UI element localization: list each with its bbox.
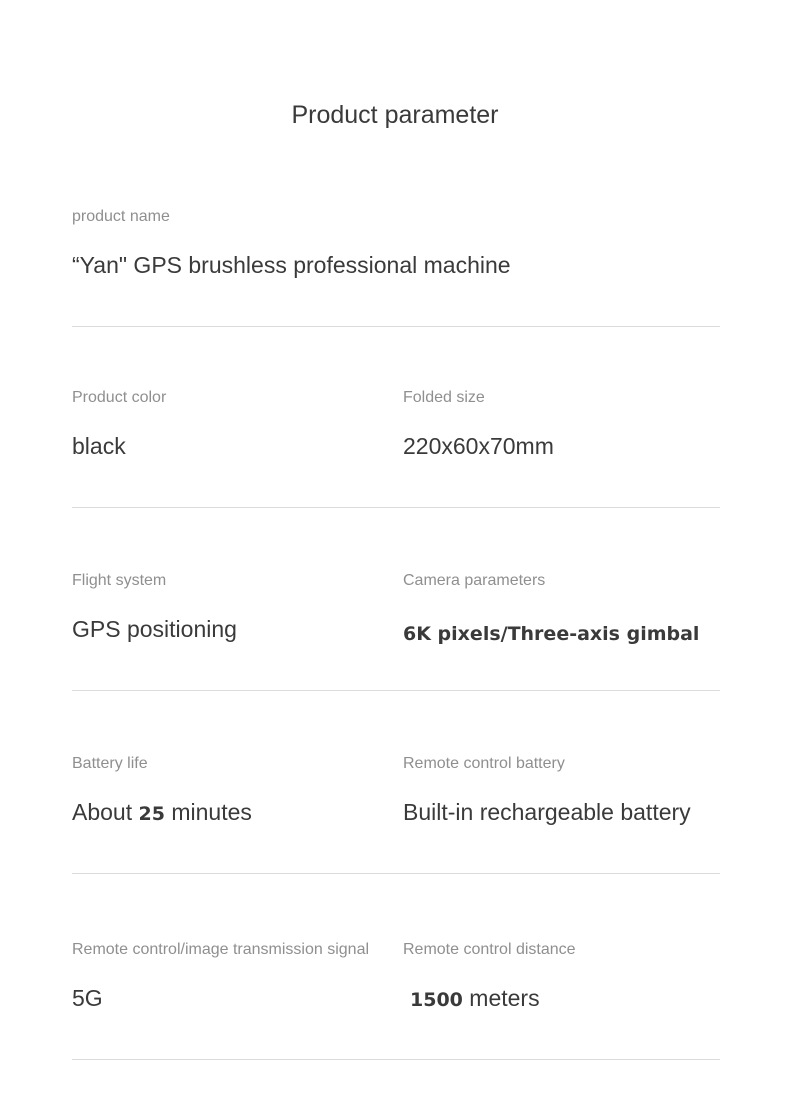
product-color-value: black xyxy=(72,433,126,459)
remote-distance-value xyxy=(410,983,540,1015)
remote-battery-value: Built-in rechargeable battery xyxy=(403,799,691,825)
battery-life-label: Battery life xyxy=(72,755,148,772)
product-name-label: product name xyxy=(72,208,170,225)
battery-life-suffix: minutes xyxy=(171,799,252,825)
battery-life-prefix: About xyxy=(72,799,133,825)
battery-life-number: 25 xyxy=(138,803,165,825)
divider xyxy=(72,873,720,874)
product-color-label: Product color xyxy=(72,389,167,406)
camera-parameters-label: Camera parameters xyxy=(403,572,546,589)
folded-size-value: 220x60x70mm xyxy=(403,433,554,459)
remote-distance-number: 1500 xyxy=(410,989,463,1011)
divider xyxy=(72,690,720,691)
remote-distance-label: Remote control distance xyxy=(403,941,576,958)
remote-distance-suffix: meters xyxy=(469,985,540,1011)
flight-system-label: Flight system xyxy=(72,572,167,589)
page-title: Product parameter xyxy=(291,101,499,129)
divider xyxy=(72,1059,720,1060)
signal-label: Remote control/image transmission signal xyxy=(72,941,370,958)
signal-value: 5G xyxy=(72,985,103,1011)
battery-life-value xyxy=(72,797,252,829)
camera-parameters-value: 6K pixels/Three-axis gimbal xyxy=(403,623,700,645)
remote-battery-label: Remote control battery xyxy=(403,755,565,772)
folded-size-label: Folded size xyxy=(403,389,485,406)
divider xyxy=(72,326,720,327)
flight-system-value: GPS positioning xyxy=(72,616,237,642)
product-name-value: “Yan" GPS brushless professional machine xyxy=(72,252,511,278)
divider xyxy=(72,507,720,508)
